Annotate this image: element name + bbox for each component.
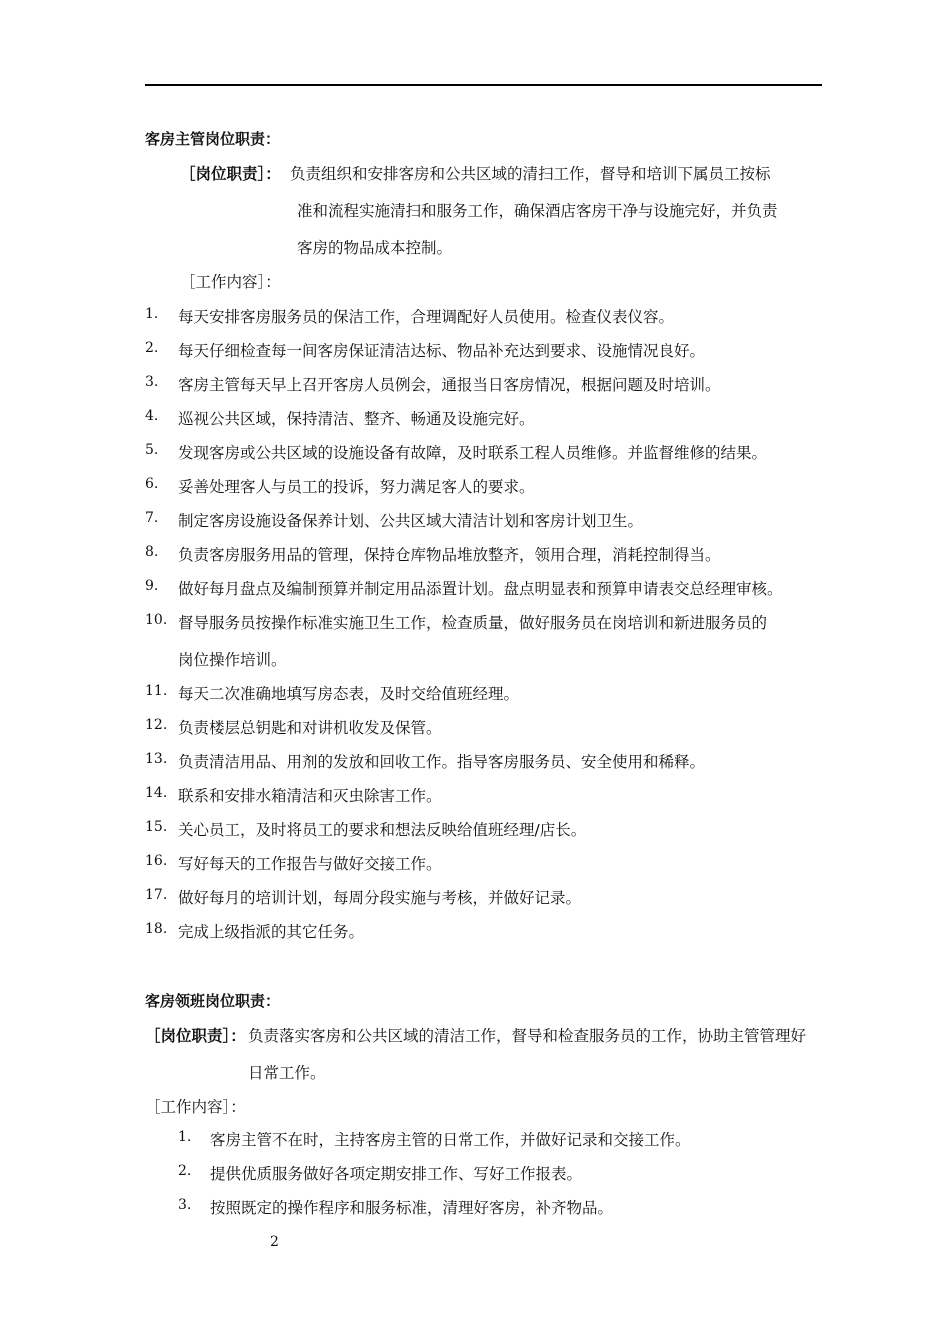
work-content-label: ［工作内容］： [180, 273, 281, 291]
list-item-text: 完成上级指派的其它任务。 [178, 923, 365, 941]
list-item-number: 14. [145, 785, 168, 801]
duty-label [180, 162, 281, 184]
list-item-number: 12. [145, 717, 168, 733]
list-item-number: 18. [145, 921, 168, 937]
duty-label [145, 1024, 246, 1046]
list-item-number: 3. [145, 374, 159, 390]
list-item-text: 负责楼层总钥匙和对讲机收发及保管。 [178, 719, 442, 737]
list-item-number: 13. [145, 751, 168, 767]
list-item-number: 1. [178, 1129, 192, 1145]
duty-label-text: ［岗位职责］： [145, 1027, 246, 1045]
list-item-number: 4. [145, 408, 159, 424]
list-item-text: 做好每月盘点及编制预算并制定用品添置计划。盘点明显表和预算申请表交总经理审核。 [178, 580, 783, 598]
list-item-number: 15. [145, 819, 168, 835]
list-item-text: 每天安排客房服务员的保洁工作，合理调配好人员使用。检查仪表仪容。 [178, 308, 675, 326]
list-item-number: 7. [145, 510, 159, 526]
duty-line: 客房的物品成本控制。 [297, 239, 453, 257]
list-item-number: 5. [145, 442, 159, 458]
list-item-number: 9. [145, 578, 159, 594]
duty-line: 日常工作。 [248, 1064, 326, 1082]
list-item-text: 按照既定的操作程序和服务标准，清理好客房，补齐物品。 [210, 1199, 614, 1217]
list-item-number: 8. [145, 544, 159, 560]
list-item-text: 巡视公共区域，保持清洁、整齐、畅通及设施完好。 [178, 410, 535, 428]
list-item-number: 16. [145, 853, 168, 869]
list-item-text: 做好每月的培训计划，每周分段实施与考核，并做好记录。 [178, 889, 582, 907]
list-item-text: 客房主管不在时，主持客房主管的日常工作，并做好记录和交接工作。 [210, 1131, 691, 1149]
list-item-text: 每天二次准确地填写房态表，及时交给值班经理。 [178, 685, 520, 703]
section-title-supervisor: 客房主管岗位职责： [145, 130, 281, 148]
list-item-text: 制定客房设施设备保养计划、公共区域大清洁计划和客房计划卫生。 [178, 512, 644, 530]
list-item-number: 2. [145, 340, 159, 356]
list-item-text: 负责客房服务用品的管理，保持仓库物品堆放整齐，领用合理，消耗控制得当。 [178, 546, 721, 564]
list-item-number: 2. [178, 1163, 192, 1179]
list-item-number: 10. [145, 612, 168, 628]
list-item-text: 关心员工，及时将员工的要求和想法反映给值班经理/店长。 [178, 821, 587, 839]
page-number: 2 [270, 1234, 279, 1250]
list-item-text: 客房主管每天早上召开客房人员例会，通报当日客房情况，根据问题及时培训。 [178, 376, 721, 394]
list-item-text: 岗位操作培训。 [178, 651, 287, 669]
list-item-text: 提供优质服务做好各项定期安排工作、写好工作报表。 [210, 1165, 583, 1183]
list-item-text: 督导服务员按操作标准实施卫生工作，检查质量，做好服务员在岗培训和新进服务员的 [178, 614, 768, 632]
duty-line: 负责落实客房和公共区域的清洁工作，督导和检查服务员的工作，协助主管管理好 [248, 1027, 807, 1045]
duty-line: 准和流程实施清扫和服务工作，确保酒店客房干净与设施完好，并负责 [297, 202, 778, 220]
list-item-text: 发现客房或公共区域的设施设备有故障，及时联系工程人员维修。并监督维修的结果。 [178, 444, 768, 462]
work-content-label: ［工作内容］： [145, 1098, 246, 1116]
duty-label-text: ［岗位职责］： [180, 165, 281, 183]
list-item-number: 17. [145, 887, 168, 903]
duty-line: 负责组织和安排客房和公共区域的清扫工作，督导和培训下属员工按标 [290, 165, 771, 183]
list-item-number: 1. [145, 306, 159, 322]
list-item-number: 3. [178, 1197, 192, 1213]
header-rule [145, 84, 822, 86]
list-item-number: 11. [145, 683, 168, 699]
list-item-text: 每天仔细检查每一间客房保证清洁达标、物品补充达到要求、设施情况良好。 [178, 342, 706, 360]
list-item-text: 妥善处理客人与员工的投诉，努力满足客人的要求。 [178, 478, 535, 496]
list-item-number: 6. [145, 476, 159, 492]
list-item-text: 联系和安排水箱清洁和灭虫除害工作。 [178, 787, 442, 805]
list-item-text: 写好每天的工作报告与做好交接工作。 [178, 855, 442, 873]
list-item-text: 负责清洁用品、用剂的发放和回收工作。指导客房服务员、安全使用和稀释。 [178, 753, 706, 771]
section-title-team-leader: 客房领班岗位职责： [145, 992, 281, 1010]
